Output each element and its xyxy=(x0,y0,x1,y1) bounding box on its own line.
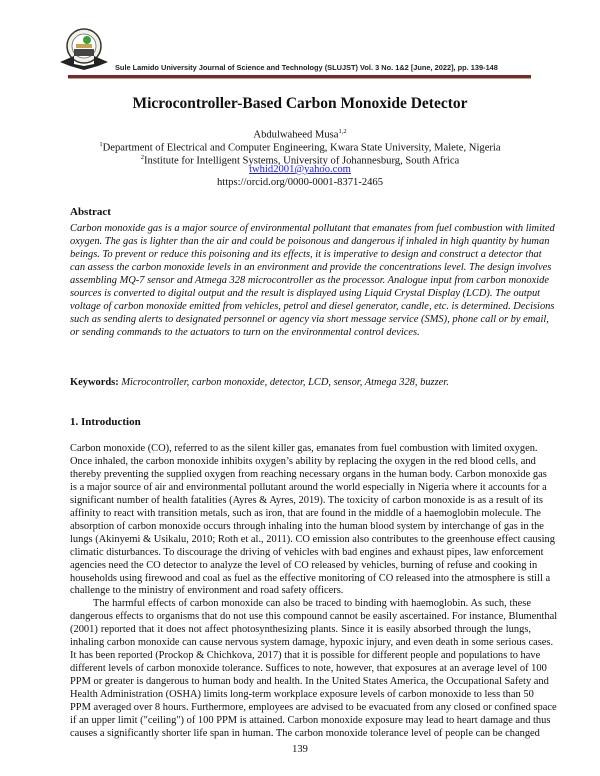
body-line: challenge to the ministry of environment and road safety officers. xyxy=(70,585,344,597)
abstract-body xyxy=(70,223,555,340)
body-line: The harmful effects of carbon monoxide can also be traced to binding with haemoglobin. As such, these xyxy=(93,598,531,610)
introduction-body xyxy=(70,443,558,741)
abstract-line: can assess the carbon monoxide levels in an environment and provide the concentrations level. The design involves xyxy=(70,261,552,273)
affiliation-text: Institute for Intelligent Systems, University of Johannesburg, South Africa xyxy=(144,155,460,167)
body-line: Carbon monoxide (CO), referred to as the silent killer gas, emanates from fuel combustion with limited oxygen. xyxy=(70,443,538,454)
journal-header: Sule Lamido University Journal of Science and Technology (SLUJST) Vol. 3 No. 1&2 [June, 2022], pp. 139-148 xyxy=(115,63,498,72)
body-line: Once inhaled, the carbon monoxide inhibits oxygen’s ability by replacing the oxygen in the red blood cells, and xyxy=(70,455,536,467)
body-line: (2001) reported that it does not affect photosynthesizing plants. Since it is easily absorbed through the lungs, xyxy=(70,624,531,636)
body-line: agencies need the CO detector to analyze the level of CO released by vehicles, burning of refuse and cooking in xyxy=(70,559,538,571)
body-line: PPM or greater is dangerous to human body and health. In the United States America, the Occupational Safety and xyxy=(70,676,549,688)
body-line: if an upper limit ("ceiling") of 100 PPM is attained. Carbon monoxide exposure may lead to heart damage and thus xyxy=(70,715,551,727)
body-line: absorption of carbon monoxide occurs through inhaling into the human blood system by interchange of gas in the xyxy=(70,520,544,532)
orcid-link[interactable]: https://orcid.org/0000-0001-8371-2465 xyxy=(216,177,384,188)
affiliation-text: Department of Electrical and Computer Engineering, Kwara State University, Malete, Nigeria xyxy=(102,142,501,154)
keywords-label: Keywords: xyxy=(70,377,119,388)
affiliation-sup: 2 xyxy=(140,154,144,161)
body-line: is a major source of air and environmental pollutant around the world especially in Nigeria where it accounts for a xyxy=(70,481,547,493)
body-line: causes a significantly shorter life span in human. The carbon monoxide tolerance level of people can be changed xyxy=(70,727,540,739)
abstract-line: sources is converted to digital output and the result is displayed using Liquid Crystal Display (LCD). The output xyxy=(70,287,541,299)
keywords-line xyxy=(70,377,531,390)
body-line: affinity to react with transition metals, such as iron, that are found in the middle of a haemoglobin molecule. The xyxy=(70,507,541,519)
affiliation-sup: 1 xyxy=(99,141,103,148)
abstract-line: or sending commands to the actuators to turn on the environmental control devices. xyxy=(70,326,420,338)
body-line: significant number of health fatalities (Ayres & Ayres, 2019). The toxicity of carbon monoxide is as a result of its xyxy=(70,494,543,506)
author-name: Abdulwaheed Musa xyxy=(253,129,339,141)
body-line: climatic disturbances. To discourage the driving of vehicles with bad engines and exhaust pipes, law enforcement xyxy=(70,546,544,558)
email-line xyxy=(0,164,600,177)
abstract-line: voltage of carbon monoxide emitted from vehicles, petrol and diesel generator, candle, etc. is determined. Decisions xyxy=(70,300,555,312)
abstract-line: Carbon monoxide gas is a major source of environmental pollutant that emanates from fuel combustion with limited xyxy=(70,223,555,234)
orcid-line xyxy=(0,177,600,190)
body-line: households using firewood and coal as fuel as the effective monitoring of CO released into the atmosphere is still a xyxy=(70,572,551,584)
body-line: lungs (Akinyemi & Usikalu, 2010; Roth et al., 2011). CO emission also contributes to the greenhouse effect causing xyxy=(70,533,555,545)
body-line: PPM averaged over 8 hours. Furthermore, employees are advised to be evacuated from any closed or confined space xyxy=(70,702,557,714)
keywords-text: Microcontroller, carbon monoxide, detector, LCD, sensor, Atmega 328, buzzer. xyxy=(121,377,449,388)
abstract-line: beings. To prevent or reduce this poisoning and its effects, it is imperative to design and construct a detector that xyxy=(70,248,542,260)
introduction-heading: 1. Introduction xyxy=(70,416,141,428)
university-seal-logo xyxy=(58,26,110,76)
abstract-line: oxygen. The gas is lighter than the air and could be poisonous and dangerous if inhaled in high quantity by human xyxy=(70,235,550,247)
abstract-heading: Abstract xyxy=(70,206,111,218)
author-sup: 1,2 xyxy=(338,128,347,135)
abstract-line: assembling MQ-7 sensor and Atmega 328 microcontroller as the processor. Analogue input from carbon monoxide xyxy=(70,274,550,286)
body-line: It has been reported (Prockop & Chichkova, 2017) that it is possible for different people and populations to have xyxy=(70,650,541,662)
body-line: Health Administration (OSHA) limits long-term workplace exposure levels of carbon monoxide to less than 50 xyxy=(70,689,534,701)
body-line: inhaling carbon monoxide can cause nervous system damage, hypoxic injury, and even death in some serious cases. xyxy=(70,637,554,649)
paper-title: Microcontroller-Based Carbon Monoxide Detector xyxy=(132,95,468,112)
body-line: dangerous effects to organisms that do not use this compound cannot be easily ascertained. For instance, Blumenthal xyxy=(70,611,558,623)
body-line: thereby preventing the supplied oxygen from reaching necessary organs in the human body. Carbon monoxide gas xyxy=(70,468,547,480)
page-number: 139 xyxy=(292,744,308,755)
header-rule xyxy=(68,75,531,79)
body-line: different levels of carbon monoxide tolerance. Suffices to note, however, that exposures at an average level of 100 xyxy=(70,663,547,675)
email-link[interactable]: twhid2001@yahoo.com xyxy=(249,164,351,175)
abstract-line: such as sending alerts to designated personnel or agency via short message service (SMS), phone call or by email, xyxy=(70,313,549,325)
